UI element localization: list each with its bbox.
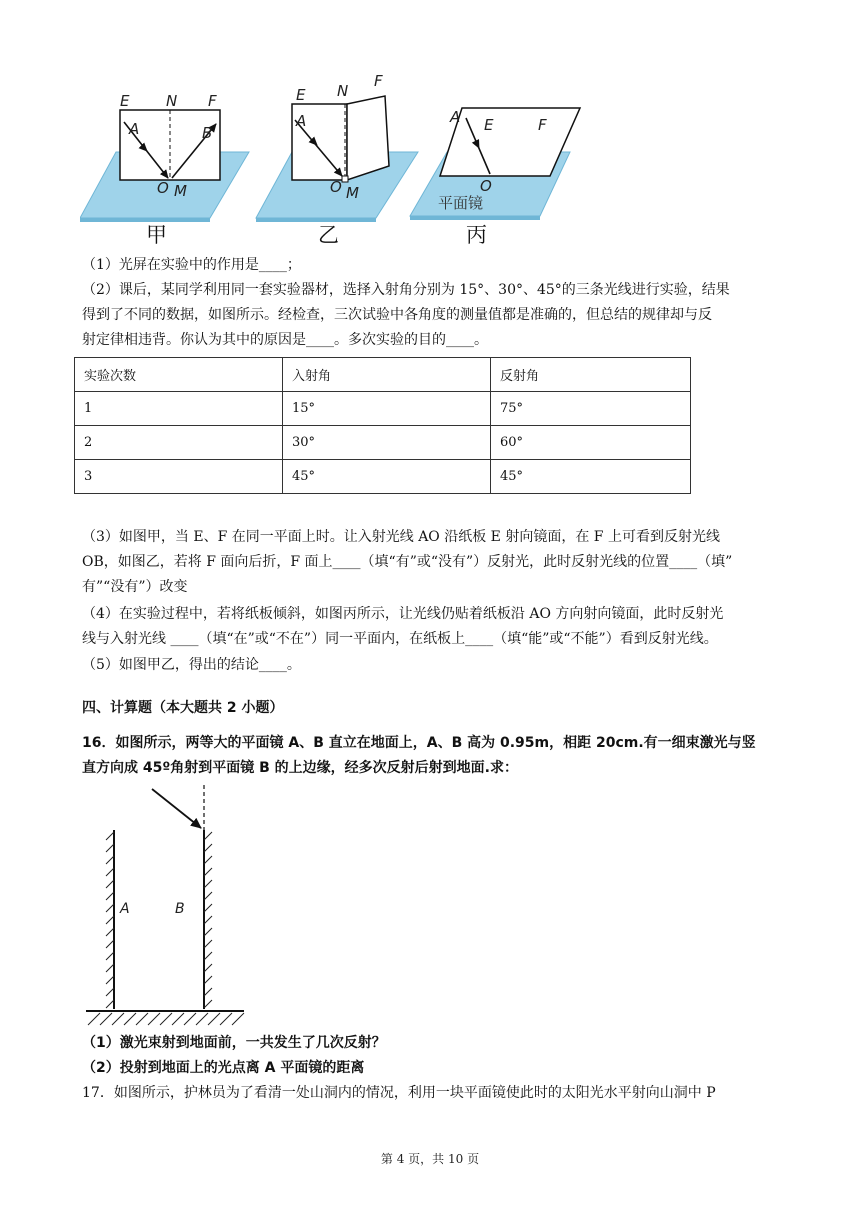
- label-a: A: [296, 112, 307, 130]
- question-3-line-1: （3）如图甲，当 E、F 在同一平面上时。让入射光线 AO 沿纸板 E 射向镜面，在 F 上可看到反射光线: [82, 529, 720, 545]
- caption-bing: 丙: [466, 223, 487, 247]
- label-f: F: [538, 116, 547, 134]
- question-4-line-2: 线与入射光线 ____（填“在”或“不在”）同一平面内，在纸板上____（填“能”或“不能”）看到反射光线。: [82, 631, 718, 647]
- label-n: N: [166, 92, 178, 110]
- label-a: A: [450, 108, 461, 126]
- diagram-jia: [80, 92, 249, 247]
- table-cell: 3: [75, 460, 283, 494]
- question-17: 17．如图所示，护林员为了看清一处山洞内的情况，利用一块平面镜使此时的太阳光水平射向山洞中 P: [82, 1085, 716, 1101]
- label-a: A: [120, 901, 130, 917]
- diagram-yi: [256, 72, 418, 247]
- board-yi-f: [347, 96, 389, 180]
- question-3-line-3: 有”“没有”）改变: [82, 579, 188, 595]
- table-cell: 15°: [283, 392, 491, 426]
- table-header-row: [75, 358, 691, 392]
- section-heading: 四、计算题（本大题共 2 小题）: [82, 700, 284, 716]
- page-footer: 第 4 页，共 10 页: [380, 1152, 480, 1166]
- label-m: M: [174, 182, 187, 200]
- label-a: A: [129, 120, 140, 138]
- table-cell: 75°: [491, 392, 691, 426]
- question-16-line-1: 16．如图所示，两等大的平面镜 A、B 直立在地面上，A、B 高为 0.95m，相距 20cm.有一细束激光与竖: [82, 735, 756, 751]
- table-row: [75, 460, 691, 494]
- label-o: O: [157, 179, 169, 197]
- question-5: （5）如图甲乙，得出的结论____。: [82, 657, 301, 673]
- question-16-line-2: 直方向成 45º角射到平面镜 B 的上边缘，经多次反射后射到地面.求：: [82, 760, 518, 776]
- label-e: E: [120, 92, 130, 110]
- label-o: O: [330, 178, 342, 196]
- caption-yi: 乙: [318, 223, 339, 247]
- table-header-cell: 实验次数: [75, 358, 283, 392]
- table-cell: 30°: [283, 426, 491, 460]
- experiment-table: [74, 357, 691, 494]
- caption-jia: 甲: [146, 223, 167, 247]
- question-3-line-2: OB，如图乙，若将 F 面向后折，F 面上____（填“有”或“没有”）反射光，此时反射光线的位置____（填”: [82, 554, 733, 570]
- figure-two-mirrors: [80, 785, 250, 1030]
- question-4-line-1: （4）在实验过程中，若将纸板倾斜，如图丙所示，让光线仍贴着纸板沿 AO 方向射向镜面，此时反射光: [82, 606, 724, 622]
- label-e: E: [296, 86, 306, 104]
- table-cell: 45°: [283, 460, 491, 494]
- table-cell: 2: [75, 426, 283, 460]
- table-cell: 45°: [491, 460, 691, 494]
- label-b: B: [175, 901, 185, 917]
- table-cell: 60°: [491, 426, 691, 460]
- diagram-bing: [410, 108, 580, 247]
- table-cell: 1: [75, 392, 283, 426]
- label-o: O: [480, 177, 492, 195]
- table-row: [75, 392, 691, 426]
- question-16-sub-2: （2）投射到地面上的光点离 A 平面镜的距离: [82, 1060, 365, 1076]
- mirror-b: [204, 830, 212, 1009]
- question-1: （1）光屏在实验中的作用是____；: [82, 257, 301, 273]
- question-2-line-2: 得到了不同的数据，如图所示。经检查，三次试验中各角度的测量值都是准确的，但总结的规律却与反: [82, 307, 712, 323]
- mirror-a: [106, 830, 114, 1009]
- table-header-cell: 反射角: [491, 358, 691, 392]
- table-header-cell: 入射角: [283, 358, 491, 392]
- question-2-line-3: 射定律相违背。你认为其中的原因是____。多次实验的目的____。: [82, 332, 488, 348]
- label-f: F: [208, 92, 217, 110]
- laser-beam: [152, 789, 201, 828]
- figure-reflection-setups: [80, 72, 600, 250]
- label-f: F: [374, 72, 383, 90]
- ground: [86, 1011, 244, 1025]
- mirror-label: 平面镜: [438, 194, 484, 212]
- table-row: [75, 426, 691, 460]
- question-16-sub-1: （1）激光束射到地面前，一共发生了几次反射？: [82, 1035, 386, 1051]
- label-m: M: [346, 184, 359, 202]
- question-2-line-1: （2）课后，某同学利用同一套实验器材，选择入射角分别为 15°、30°、45°的三条光线进行实验，结果: [82, 282, 730, 298]
- label-e: E: [484, 116, 494, 134]
- label-n: N: [337, 82, 349, 100]
- label-b: B: [202, 124, 213, 142]
